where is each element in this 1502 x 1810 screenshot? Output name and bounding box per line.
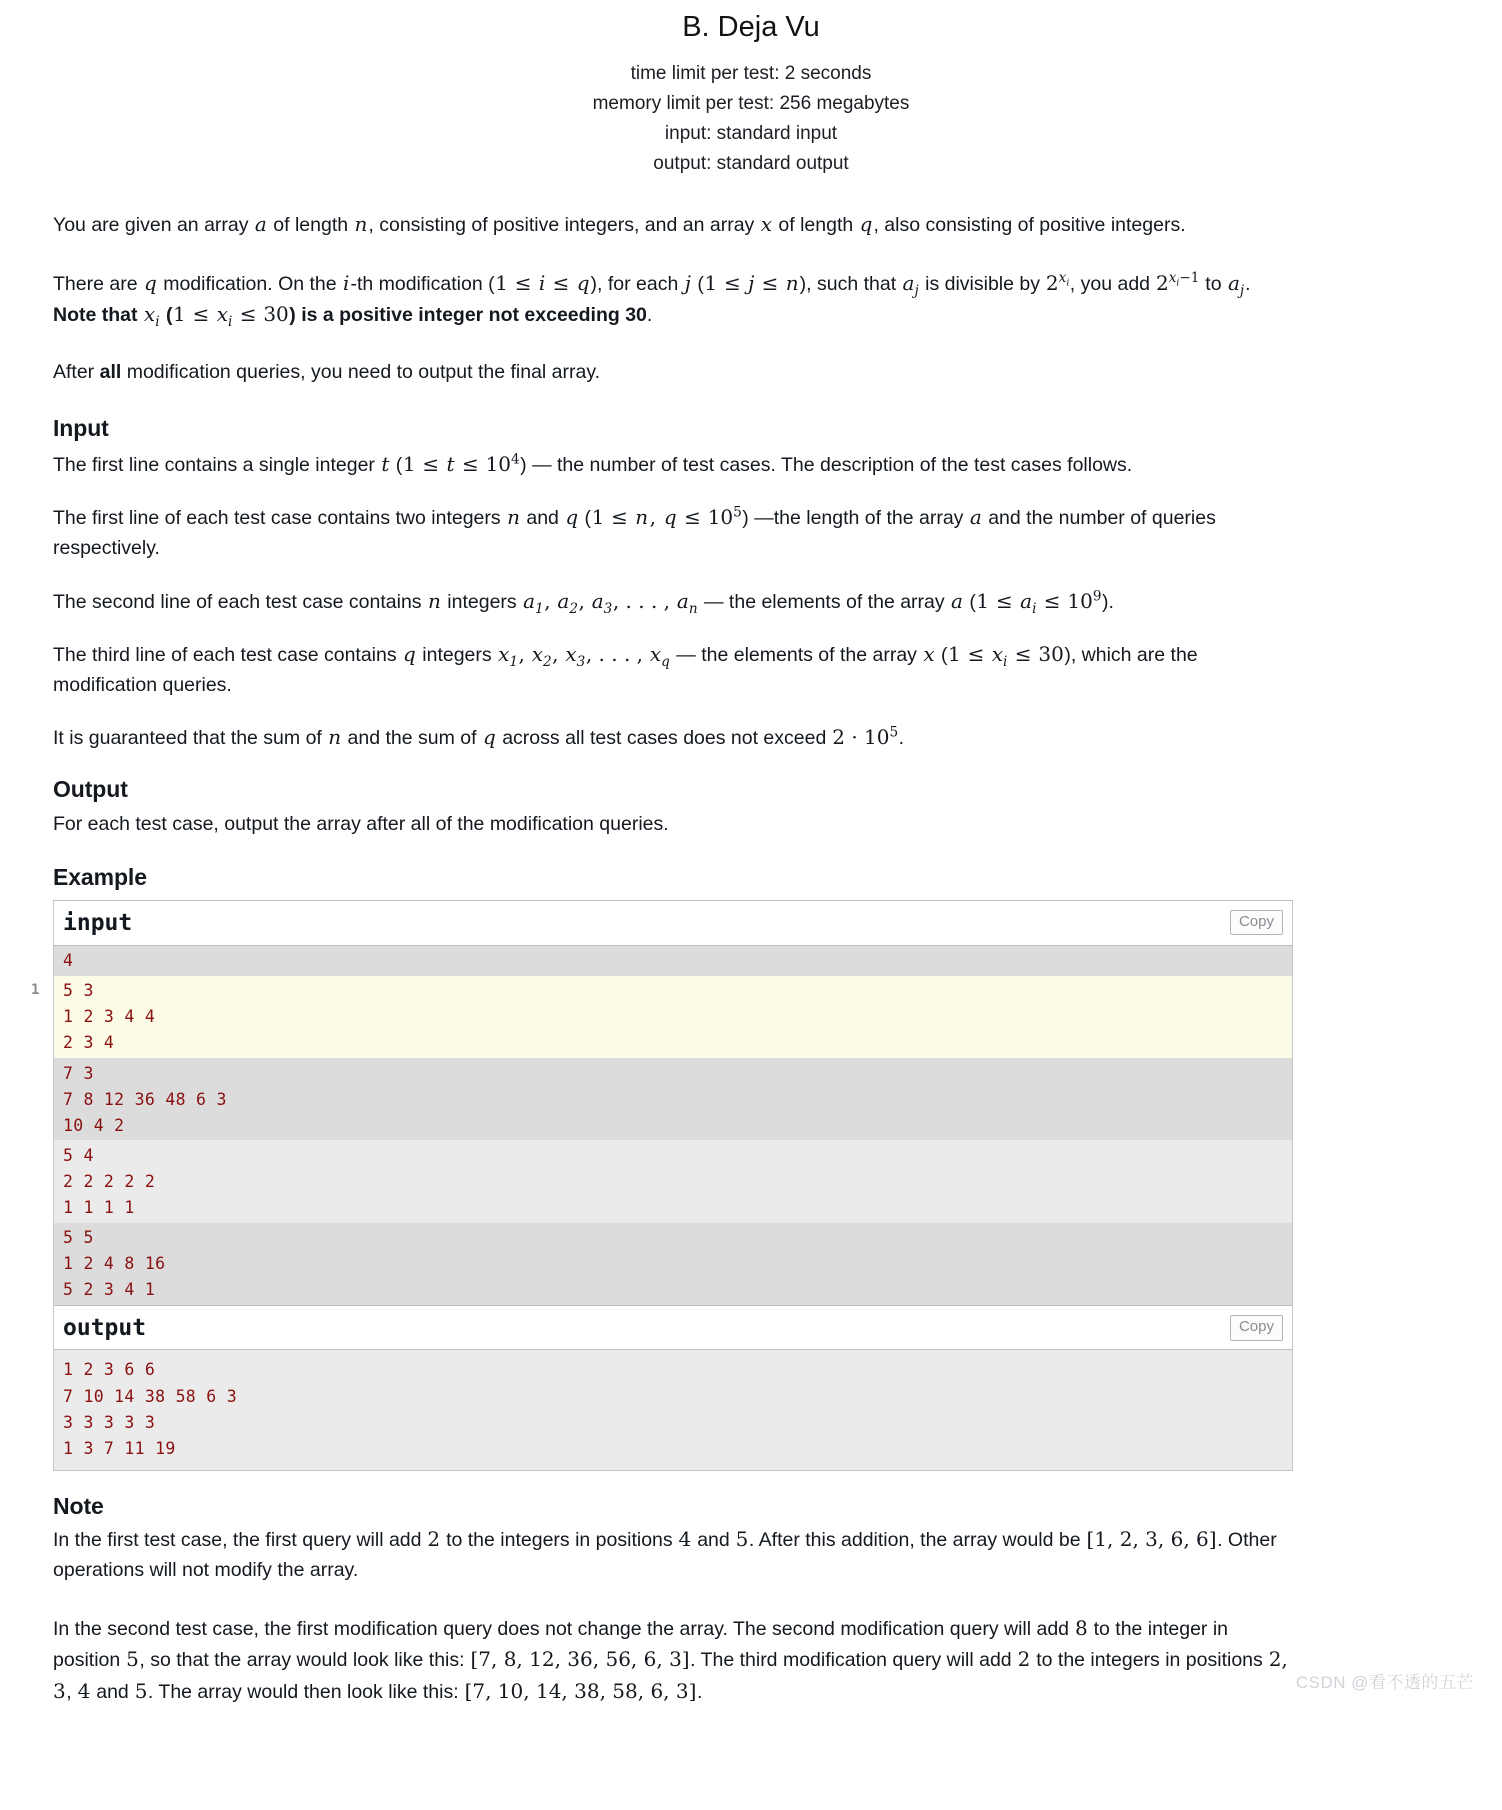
text: to the integer in position — [53, 1617, 1229, 1672]
text: and — [90, 1680, 135, 1703]
array-result-2: [7, 8, 12, 36, 56, 6, 3] — [470, 1647, 690, 1672]
text: The third line of each test case contains — [53, 644, 403, 667]
code-line: 1 2 3 6 6 — [63, 1360, 156, 1380]
text: — the elements of the array — [670, 644, 923, 667]
math-a: a — [254, 212, 267, 237]
text: -th modification ( — [350, 272, 495, 295]
input-test-group — [54, 1058, 1292, 1140]
input-content[interactable] — [54, 946, 1292, 1305]
statement-paragraph-2 — [53, 268, 1293, 331]
array-result-3: [7, 10, 14, 38, 58, 6, 3] — [464, 1678, 697, 1703]
math-q: q — [482, 725, 496, 750]
statement-paragraph-1 — [53, 209, 1293, 241]
code-line: 4 — [63, 951, 74, 971]
array-result-1: [1, 2, 3, 6, 6] — [1086, 1527, 1217, 1552]
text: You are given an array — [53, 214, 254, 237]
input-section-heading: Input — [53, 414, 109, 441]
text: integers — [441, 590, 523, 613]
code-line: 5 5 — [63, 1228, 94, 1248]
sample-tests — [31, 900, 1293, 1472]
text: In the first test case, the first query will add — [53, 1529, 427, 1552]
sample-line-number: 1 — [31, 981, 40, 998]
text: . — [898, 727, 905, 750]
code-line: 7 8 12 36 48 6 3 — [63, 1089, 227, 1109]
text: ( — [160, 304, 173, 327]
num-4: 4 — [678, 1527, 692, 1552]
text: After — [53, 361, 100, 384]
text: and the sum of — [342, 727, 482, 750]
text: ), such that — [799, 272, 902, 295]
text: . After this addition, the array would be — [748, 1529, 1086, 1552]
code-line: 1 2 3 4 4 — [63, 1007, 156, 1027]
num-2: 2 — [427, 1527, 441, 1552]
text: ( — [579, 507, 592, 530]
text: It is guaranteed that the sum of — [53, 727, 328, 750]
output-section-heading: Output — [53, 776, 128, 803]
math-q: q — [143, 270, 157, 295]
all-bold: all — [99, 361, 122, 384]
text: , also consisting of positive integers. — [873, 214, 1186, 237]
math-n: n — [427, 588, 441, 613]
formula-xi-range-2: $1 \le x_i \le 30$ — [948, 642, 1064, 671]
math-a: a — [969, 505, 982, 530]
num-4: 4 — [77, 1678, 91, 1703]
text: . — [1245, 272, 1251, 295]
text: The second line of each test case contains — [53, 590, 427, 613]
text: is divisible by — [919, 272, 1046, 295]
text: . The array would then look like this: — [147, 1680, 465, 1703]
formula-xi-range: $1 \le x_i \le 30$ — [172, 302, 289, 331]
output-paragraph-1: For each test case, output the array after all of the modification queries. — [53, 813, 669, 836]
math-two-pow-xi-minus-1: $2^{x_i-1}$ — [1155, 270, 1200, 295]
formula-a-list: $a_1$, $a_2$, $a_3$, . . . , $a_n$ — [523, 588, 698, 617]
example-heading: Example — [53, 863, 147, 890]
formula-i-range: 1 ≤ i ≤ q — [495, 270, 590, 295]
text: , so that the array would look like this: — [139, 1649, 470, 1672]
formula-x-list: $x_1$, $x_2$, $x_3$, . . . , $x_q$ — [498, 642, 670, 671]
note-section — [53, 1493, 1293, 1707]
num-2: 2 — [1017, 1647, 1031, 1672]
math-x: x — [760, 212, 772, 237]
time-limit: time limit per test: 2 seconds — [630, 63, 872, 85]
text: integers — [416, 644, 498, 667]
input-test-group — [54, 946, 1292, 976]
math-i: i — [343, 270, 350, 295]
text: across all test cases does not exceed — [496, 727, 832, 750]
input-paragraph-3 — [53, 586, 1293, 618]
problem-header — [0, 0, 1502, 179]
math-a-j: $a_j$ — [902, 270, 919, 299]
text: ( — [390, 453, 403, 476]
math-q: q — [403, 642, 416, 667]
text: The first line of each test case contains two integers — [53, 507, 507, 530]
text: The first line contains a single integer — [53, 453, 381, 476]
input-paragraph-1 — [53, 449, 1293, 481]
text: modification queries, you need to output the final array. — [121, 361, 601, 384]
text: of length — [267, 214, 354, 237]
note-paragraph-1 — [53, 1524, 1293, 1585]
formula-ai-range: $1 \le a_i \le 10^9$ — [976, 587, 1102, 617]
text: to the integers in positions — [1030, 1649, 1269, 1672]
text: and — [691, 1529, 736, 1552]
formula-sum-bound: $2 \cdot 10^5$ — [832, 724, 899, 750]
code-line: 5 4 — [63, 1145, 94, 1165]
text: ), which are the modification queries. — [53, 644, 1198, 696]
code-line: 2 3 4 — [63, 1033, 115, 1053]
text: . — [696, 1680, 703, 1703]
sample-test-1 — [31, 900, 1293, 1472]
input-label: input — [63, 909, 133, 936]
formula-t-range: $1 \le t \le 10^4$ — [402, 451, 520, 476]
problem-statement — [53, 209, 1293, 891]
code-line: 5 3 — [63, 981, 94, 1001]
input-test-group — [54, 1140, 1292, 1222]
text: ( — [963, 590, 976, 613]
input-paragraph-2 — [53, 502, 1293, 563]
output-spec: output: standard output — [653, 153, 849, 175]
text: to the integers in positions — [440, 1529, 679, 1552]
code-line: 7 10 14 38 58 6 3 — [63, 1386, 237, 1406]
code-line: 7 3 — [63, 1063, 94, 1083]
input-title-bar — [54, 901, 1292, 946]
input-paragraph-4 — [53, 639, 1293, 700]
text: , you add — [1069, 272, 1156, 295]
math-n: n — [354, 212, 368, 237]
output-title-bar — [54, 1305, 1292, 1350]
math-t: t — [381, 451, 390, 476]
sample-box — [53, 900, 1293, 1472]
text: ( — [935, 644, 948, 667]
statement-paragraph-3 — [53, 358, 1293, 388]
text: — the elements of the array — [698, 590, 951, 613]
note-bold-emphasis: a positive integer not exceeding 30 — [322, 304, 647, 327]
output-content[interactable] — [54, 1350, 1292, 1470]
copy-output-button[interactable]: Copy — [1230, 1315, 1283, 1341]
text: . Other operations will not modify the array. — [53, 1529, 1277, 1581]
text: . The third modification query will add — [690, 1649, 1018, 1672]
math-a: a — [951, 588, 963, 613]
math-n: n — [507, 505, 520, 530]
math-q: q — [859, 212, 873, 237]
text: of length — [772, 214, 859, 237]
code-line: 3 3 3 3 3 — [63, 1412, 156, 1432]
math-x-i: $x_i$ — [143, 302, 160, 331]
copy-input-button[interactable]: Copy — [1230, 910, 1283, 936]
output-label: output — [63, 1314, 147, 1341]
num-2-3: 2, 3 — [53, 1647, 1288, 1703]
note-paragraph-2 — [53, 1613, 1293, 1708]
code-line: 1 1 1 1 — [63, 1198, 135, 1218]
input-test-group — [54, 976, 1292, 1058]
code-line: 1 3 7 11 19 — [63, 1438, 176, 1458]
math-x: x — [923, 642, 935, 667]
code-line: 10 4 2 — [63, 1115, 125, 1135]
text: There are — [53, 272, 143, 295]
text: to — [1199, 272, 1227, 295]
input-test-group — [54, 1223, 1292, 1305]
page-title: B. Deja Vu — [682, 11, 820, 43]
math-two-pow-xi: 2$^{x_i}$ — [1045, 270, 1070, 295]
text: ). — [1102, 590, 1114, 613]
text: ) is — [289, 304, 323, 327]
text: and — [520, 507, 565, 530]
formula-nq-range: 1 ≤ n, $q \le 10^5$ — [591, 504, 742, 530]
text: modification. On the — [157, 272, 343, 295]
watermark: CSDN @看不透的五芒 — [1295, 1673, 1474, 1693]
math-j: j — [684, 270, 691, 295]
memory-limit: memory limit per test: 256 megabytes — [592, 93, 910, 115]
code-line: 1 2 4 8 16 — [63, 1254, 166, 1274]
text: ) —the length of the array — [742, 507, 969, 530]
num-5: 5 — [735, 1527, 749, 1552]
text: In the second test case, the first modification query does not change the array. The second modification query will add — [53, 1617, 1075, 1640]
input-paragraph-5 — [53, 722, 1293, 754]
text: and the number of queries respectively. — [53, 507, 1216, 559]
input-spec: input: standard input — [664, 123, 838, 145]
text: . — [646, 304, 653, 327]
math-n: n — [328, 725, 342, 750]
text: , — [66, 1680, 78, 1703]
num-5b: 5 — [134, 1678, 148, 1703]
text: ) — the number of test cases. The description of the test cases follows. — [520, 453, 1133, 476]
code-line: 5 2 3 4 1 — [63, 1280, 156, 1300]
note-bold-prefix: Note that — [53, 304, 143, 327]
math-a-j-2: $a_j$ — [1227, 270, 1245, 299]
text: ), for each — [590, 272, 684, 295]
num-5: 5 — [126, 1647, 139, 1672]
text: , consisting of positive integers, and an array — [368, 214, 760, 237]
math-q: q — [565, 505, 579, 530]
note-heading: Note — [53, 1493, 104, 1520]
formula-j-range: 1 ≤ j ≤ n — [704, 270, 799, 295]
text: ( — [691, 272, 704, 295]
code-line: 2 2 2 2 2 — [63, 1171, 156, 1191]
num-8: 8 — [1074, 1615, 1088, 1640]
